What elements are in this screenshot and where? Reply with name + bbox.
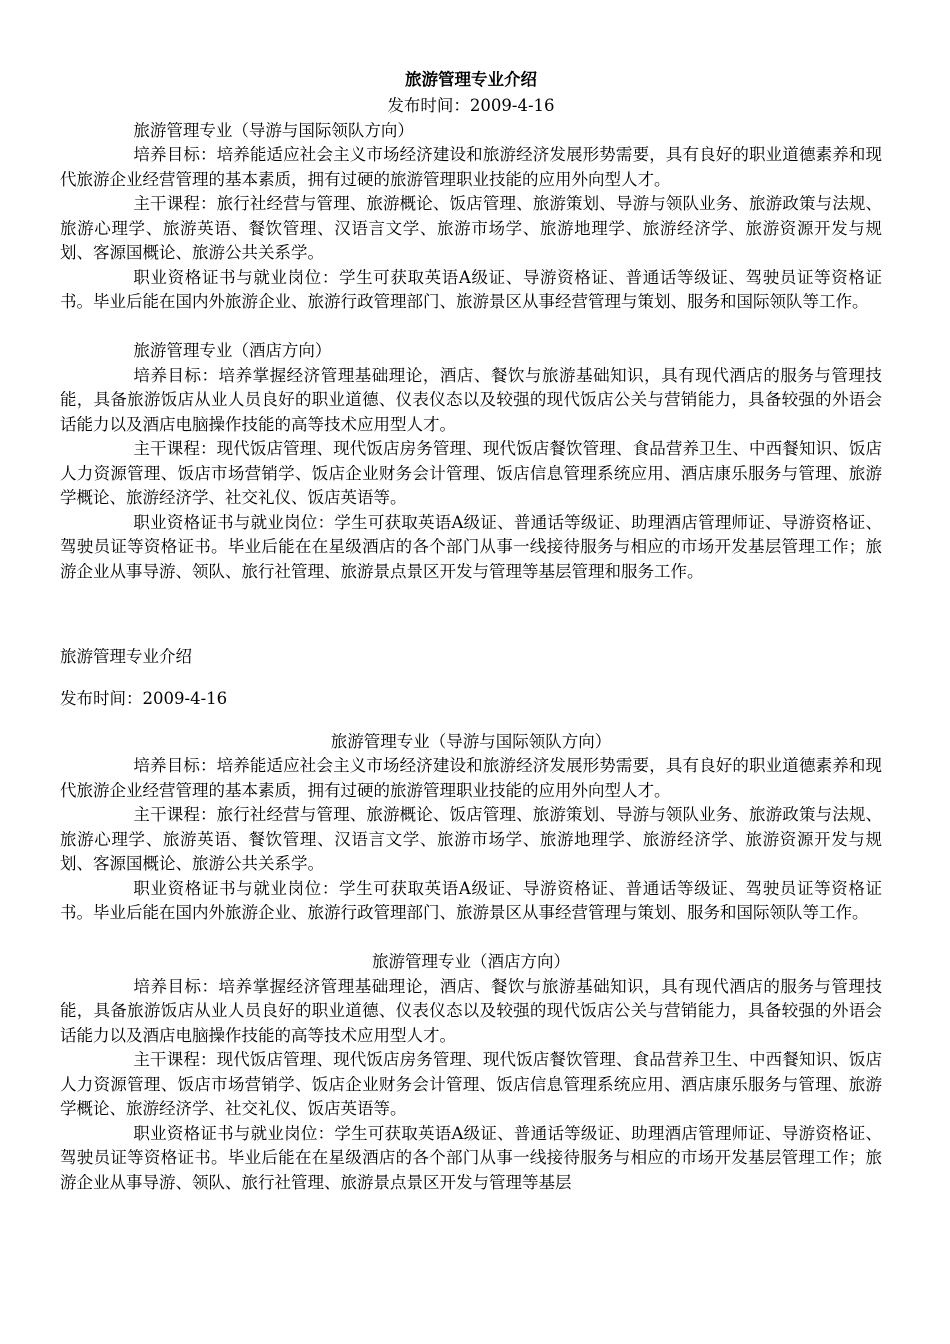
- spacer: [60, 584, 882, 620]
- document-title: 旅游管理专业介绍: [405, 70, 537, 89]
- section-heading-guide: 旅游管理专业（导游与国际领队方向）: [133, 120, 414, 140]
- paragraph-courses-hotel: 主干课程：现代饭店管理、现代饭店房务管理、现代饭店餐饮管理、食品营养卫生、中西餐知识、饭店人力资源管理、饭店市场营销学、饭店企业财务会计管理、饭店信息管理系统应用、酒店康乐服务与管理、旅游学概论、旅游经济学、社交礼仪、饭店英语等。: [60, 439, 882, 507]
- section-heading-hotel: 旅游管理专业（酒店方向）: [133, 341, 332, 360]
- paragraph-goal-guide: 培养目标：培养能适应社会主义市场经济建设和旅游经济发展形势需要，具有良好的职业道德素养和现代旅游企业经营管理的基本素质，拥有过硬的旅游管理职业技能的应用外向型人才。: [60, 145, 882, 189]
- paragraph-courses-hotel-repeat: 主干课程：现代饭店管理、现代饭店房务管理、现代饭店餐饮管理、食品营养卫生、中西餐知识、饭店人力资源管理、饭店市场营销学、饭店企业财务会计管理、饭店信息管理系统应用、酒店康乐服务与管理、旅游学概论、旅游经济学、社交礼仪、饭店英语等。: [60, 1050, 882, 1118]
- repeat-title: 旅游管理专业介绍: [60, 646, 192, 666]
- spacer: [60, 620, 882, 645]
- paragraph-career-hotel-repeat: 职业资格证书与就业岗位：学生可获取英语A级证、普通话等级证、助理酒店管理师证、导游资格证、驾驶员证等资格证书。毕业后能在在星级酒店的各个部门从事一线接待服务与相应的市场开发基层管理工作；旅游企业从事导游、领队、旅行社管理、旅游景点景区开发与管理等基层: [60, 1123, 882, 1192]
- document-page: [60, 66, 882, 1195]
- paragraph-career-hotel: 职业资格证书与就业岗位：学生可获取英语A级证、普通话等级证、助理酒店管理师证、导游资格证、驾驶员证等资格证书。毕业后能在在星级酒店的各个部门从事一线接待服务与相应的市场开发基层管理工作；旅游企业从事导游、领队、旅行社管理、旅游景点景区开发与管理等基层管理和服务工作。: [60, 512, 882, 581]
- paragraph-goal-hotel: 培养目标：培养掌握经济管理基础理论，酒店、餐饮与旅游基础知识，具有现代酒店的服务与管理技能，具备旅游饭店从业人员良好的职业道德、仪表仪态以及较强的现代饭店公关与营销能力，具备较强的外语会话能力以及酒店电脑操作技能的高等技术应用型人才。: [60, 365, 882, 434]
- paragraph-courses-guide: 主干课程：旅行社经营与管理、旅游概论、饭店管理、旅游策划、导游与领队业务、旅游政策与法规、旅游心理学、旅游英语、餐饮管理、汉语言文学、旅游市场学、旅游地理学、旅游经济学、旅游资源开发与规划、客源国概论、旅游公共关系学。: [60, 194, 882, 262]
- spacer: [60, 712, 882, 730]
- spacer: [60, 669, 882, 687]
- paragraph-courses-guide-repeat: 主干课程：旅行社经营与管理、旅游概论、饭店管理、旅游策划、导游与领队业务、旅游政策与法规、旅游心理学、旅游英语、餐饮管理、汉语言文学、旅游市场学、旅游地理学、旅游经济学、旅游资源开发与规划、客源国概论、旅游公共关系学。: [60, 805, 882, 873]
- spacer: [60, 926, 882, 951]
- spacer: [60, 315, 882, 340]
- paragraph-goal-hotel-repeat: 培养目标：培养掌握经济管理基础理论，酒店、餐饮与旅游基础知识，具有现代酒店的服务与管理技能，具备旅游饭店从业人员良好的职业道德、仪表仪态以及较强的现代饭店公关与营销能力，具备较强的外语会话能力以及酒店电脑操作技能的高等技术应用型人才。: [60, 976, 882, 1045]
- section-heading-guide-repeat: 旅游管理专业（导游与国际领队方向）: [330, 731, 612, 751]
- section-heading-hotel-repeat: 旅游管理专业（酒店方向）: [372, 952, 570, 971]
- paragraph-goal-guide-repeat: 培养目标：培养能适应社会主义市场经济建设和旅游经济发展形势需要，具有良好的职业道德素养和现代旅游企业经营管理的基本素质，拥有过硬的旅游管理职业技能的应用外向型人才。: [60, 756, 882, 800]
- publish-date: 发布时间：2009-4-16: [387, 96, 555, 115]
- paragraph-career-guide: 职业资格证书与就业岗位：学生可获取英语A级证、导游资格证、普通话等级证、驾驶员证等资格证书。毕业后能在国内外旅游企业、旅游行政管理部门、旅游景区从事经营管理与策划、服务和国际领队等工作。: [60, 267, 882, 311]
- repeat-publish-date: 发布时间：2009-4-16: [60, 689, 228, 708]
- paragraph-career-guide-repeat: 职业资格证书与就业岗位：学生可获取英语A级证、导游资格证、普通话等级证、驾驶员证等资格证书。毕业后能在国内外旅游企业、旅游行政管理部门、旅游景区从事经营管理与策划、服务和国际领队等工作。: [60, 878, 882, 922]
